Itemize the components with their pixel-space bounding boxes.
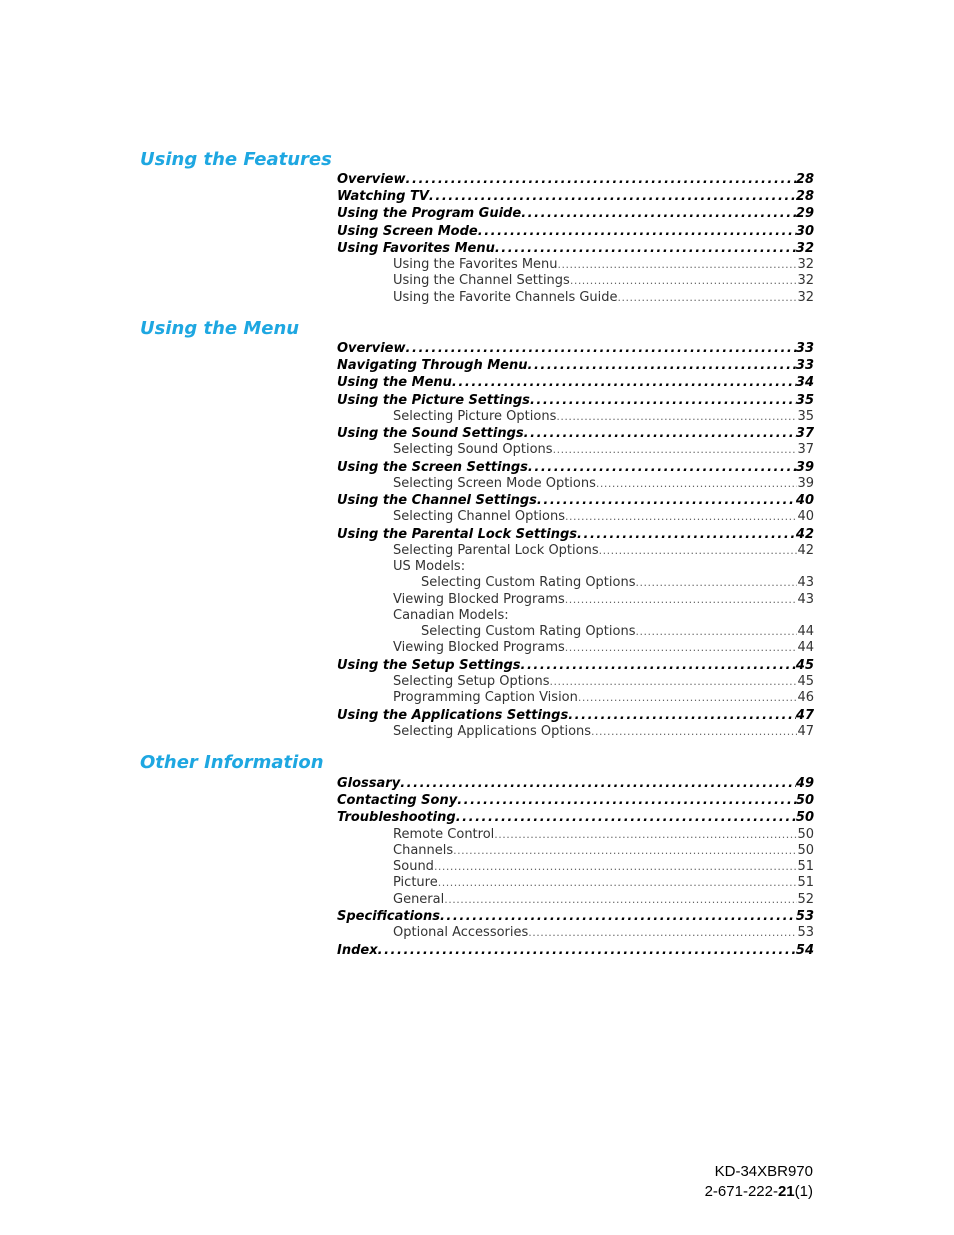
- toc-entry-label: Navigating Through Menu: [337, 358, 528, 374]
- toc-list-menu: [337, 340, 814, 740]
- toc-entry-label: Selecting Parental Lock Options: [393, 542, 599, 558]
- toc-entry-label: Using Screen Mode: [337, 223, 478, 239]
- toc-page-number: 42: [797, 542, 814, 558]
- toc-entry[interactable]: [337, 492, 814, 509]
- dot-leader: [599, 543, 798, 559]
- toc-page-number: 53: [795, 909, 814, 925]
- toc-page-number: 32: [797, 273, 814, 289]
- dot-leader: [456, 809, 796, 826]
- toc-entry-label: Selecting Channel Options: [393, 509, 566, 525]
- dot-leader: [438, 875, 798, 891]
- dot-leader: [378, 942, 796, 959]
- toc-subentry[interactable]: [337, 624, 814, 640]
- dot-leader: [478, 223, 796, 240]
- toc-entry[interactable]: [337, 707, 814, 724]
- toc-entry[interactable]: [337, 942, 814, 959]
- toc-entry-label: Using the Sound Settings: [337, 426, 524, 442]
- toc-entry-label: Selecting Sound Options: [393, 442, 553, 458]
- toc-list-features: [337, 171, 814, 306]
- toc-subentry[interactable]: [337, 724, 814, 740]
- toc-subentry[interactable]: [337, 859, 814, 875]
- toc-group-label: Canadian Models:: [393, 607, 509, 623]
- toc-subentry[interactable]: [337, 925, 814, 941]
- toc-page-number: 32: [795, 240, 814, 256]
- dot-leader: [457, 792, 796, 809]
- toc-subentry[interactable]: [337, 543, 814, 559]
- dot-leader: [530, 392, 796, 409]
- dot-leader: [556, 409, 797, 425]
- toc-page-number: 33: [795, 358, 814, 374]
- toc-page-number: 40: [797, 509, 814, 525]
- toc-entry-label: Contacting Sony: [337, 793, 458, 809]
- dot-leader: [565, 592, 798, 608]
- dot-leader: [568, 707, 796, 724]
- toc-entry-label: Index: [337, 942, 378, 958]
- toc-page-number: 43: [797, 575, 814, 591]
- toc-entry[interactable]: [337, 657, 814, 674]
- toc-page-number: 51: [797, 859, 814, 875]
- toc-entry-label: Sound: [393, 859, 434, 875]
- dot-leader: [558, 257, 798, 273]
- dot-leader: [528, 459, 796, 476]
- dot-leader: [406, 340, 796, 357]
- toc-entry-label: Selecting Applications Options: [393, 723, 592, 739]
- toc-entry-label: Selecting Custom Rating Options: [421, 575, 636, 591]
- toc-subentry[interactable]: [337, 509, 814, 525]
- toc-entry[interactable]: [337, 171, 814, 188]
- toc-subentry[interactable]: [337, 843, 814, 859]
- dot-leader: [591, 724, 797, 740]
- dot-leader: [495, 240, 796, 257]
- dot-leader: [618, 290, 798, 306]
- toc-entry-label: General: [393, 891, 445, 907]
- toc-page-number: 33: [795, 341, 814, 356]
- toc-entry[interactable]: [337, 908, 814, 925]
- toc-page-number: 40: [795, 493, 814, 509]
- toc-page-number: 47: [797, 723, 814, 739]
- toc-group-label: US Models:: [393, 558, 466, 574]
- toc-page-number: 49: [795, 776, 814, 791]
- toc-entry-label: Viewing Blocked Programs: [393, 640, 565, 656]
- toc-entry[interactable]: [337, 526, 814, 543]
- toc-entry-label: Using the Channel Settings: [337, 493, 537, 509]
- toc-subentry[interactable]: [337, 290, 814, 306]
- dot-leader: [635, 575, 797, 591]
- toc-entry-label: Using the Favorite Channels Guide: [393, 289, 618, 305]
- dot-leader: [537, 492, 796, 509]
- toc-page-number: 45: [795, 657, 814, 673]
- part-number: [705, 1182, 813, 1202]
- toc-entry[interactable]: [337, 205, 814, 222]
- toc-entry[interactable]: [337, 809, 814, 826]
- dot-leader: [549, 674, 797, 690]
- dot-leader: [565, 509, 797, 525]
- section-title-menu: Using the Menu: [140, 318, 300, 339]
- toc-entry[interactable]: [337, 188, 814, 205]
- toc-subentry[interactable]: [337, 690, 814, 706]
- toc-entry-label: Using the Program Guide: [337, 206, 522, 222]
- toc-page-number: 28: [795, 189, 814, 205]
- section-title-other: Other Information: [140, 752, 324, 773]
- toc-entry-label: Using Favorites Menu: [337, 240, 495, 256]
- toc-entry[interactable]: [337, 775, 814, 792]
- toc-page-number: 53: [797, 925, 814, 941]
- toc-page-number: 44: [797, 624, 814, 640]
- toc-subentry[interactable]: [337, 575, 814, 591]
- dot-leader: [444, 892, 797, 908]
- toc-list-other: [337, 775, 814, 959]
- toc-page-number: 39: [795, 459, 814, 475]
- toc-entry[interactable]: [337, 340, 814, 357]
- dot-leader: [434, 859, 798, 875]
- part-number-revision: 21: [777, 1183, 795, 1200]
- dot-leader: [565, 640, 798, 656]
- model-number: KD-34XBR970: [714, 1163, 813, 1180]
- toc-subentry[interactable]: [337, 592, 814, 608]
- toc-page-number: 44: [797, 640, 814, 656]
- dot-leader: [406, 171, 796, 188]
- toc-page-number: 50: [797, 842, 814, 858]
- toc-subentry[interactable]: [337, 640, 814, 656]
- dot-leader: [494, 827, 797, 843]
- toc-entry-label: Optional Accessories: [393, 925, 529, 941]
- toc-entry[interactable]: [337, 792, 814, 809]
- toc-page-number: 28: [795, 172, 814, 187]
- dot-leader: [528, 925, 797, 941]
- toc-subentry[interactable]: [337, 476, 814, 492]
- toc-entry-label: Channels: [393, 842, 454, 858]
- toc-subentry[interactable]: [337, 674, 814, 690]
- part-number-suffix: (1): [794, 1183, 813, 1200]
- toc-page-number: 30: [795, 223, 814, 239]
- toc-entry-label: Using the Applications Settings: [337, 707, 569, 723]
- toc-entry-label: Using the Picture Settings: [337, 392, 530, 408]
- toc-page-number: 50: [797, 826, 814, 842]
- toc-entry[interactable]: [337, 374, 814, 391]
- toc-entry-label: Programming Caption Vision: [393, 690, 578, 706]
- toc-entry-label: Selecting Custom Rating Options: [421, 624, 636, 640]
- dot-leader: [553, 442, 798, 458]
- toc-entry-label: Using the Parental Lock Settings: [337, 526, 578, 542]
- toc-entry[interactable]: [337, 459, 814, 476]
- part-number-prefix: 2-671-222-: [704, 1183, 778, 1200]
- toc-entry[interactable]: [337, 223, 814, 240]
- toc-entry-label: Remote Control: [393, 826, 495, 842]
- dot-leader: [452, 374, 796, 391]
- dot-leader: [521, 657, 796, 674]
- toc-page-number: 51: [797, 875, 814, 891]
- toc-subentry[interactable]: [337, 257, 814, 273]
- toc-entry-label: Using the Screen Settings: [337, 459, 528, 475]
- toc-page-number: 32: [797, 256, 814, 272]
- toc-entry-label: Using the Menu: [337, 375, 452, 391]
- toc-page-number: 39: [797, 475, 814, 491]
- toc-page-number: 50: [795, 793, 814, 809]
- toc-entry-label: Selecting Picture Options: [393, 408, 557, 424]
- dot-leader: [570, 273, 798, 289]
- dot-leader: [578, 690, 798, 706]
- toc-entry[interactable]: [337, 425, 814, 442]
- toc-entry-label: Glossary: [337, 776, 401, 791]
- toc-page-number: 50: [795, 810, 814, 826]
- dot-leader: [400, 775, 796, 792]
- toc-entry[interactable]: [337, 392, 814, 409]
- document-code-footer: [705, 1162, 813, 1202]
- dot-leader: [440, 908, 796, 925]
- toc-entry-label: Selecting Screen Mode Options: [393, 475, 596, 491]
- toc-entry-label: Troubleshooting: [337, 810, 456, 826]
- toc-entry-label: Using the Favorites Menu: [393, 256, 558, 272]
- toc-page-number: 35: [797, 408, 814, 424]
- toc-page-number: 47: [795, 707, 814, 723]
- toc-page-number: 54: [795, 942, 814, 958]
- dot-leader: [596, 476, 798, 492]
- toc-subentry[interactable]: [337, 442, 814, 458]
- toc-entry-label: Specifications: [337, 909, 440, 925]
- toc-page-number: 37: [797, 442, 814, 458]
- dot-leader: [528, 357, 796, 374]
- toc-entry-label: Viewing Blocked Programs: [393, 591, 565, 607]
- toc-page-number: 37: [795, 426, 814, 442]
- toc-entry-label: Using the Channel Settings: [393, 273, 570, 289]
- toc-subentry[interactable]: [337, 409, 814, 425]
- toc-page-number: 35: [795, 392, 814, 408]
- toc-subentry[interactable]: [337, 892, 814, 908]
- toc-page-number: 46: [797, 690, 814, 706]
- toc-page-number: 52: [797, 891, 814, 907]
- dot-leader: [577, 526, 796, 543]
- toc-subentry[interactable]: [337, 827, 814, 843]
- dot-leader: [635, 624, 797, 640]
- toc-entry[interactable]: [337, 357, 814, 374]
- dot-leader: [429, 188, 796, 205]
- dot-leader: [453, 843, 797, 859]
- dot-leader: [521, 205, 796, 222]
- toc-entry-label: Overview: [337, 341, 406, 356]
- dot-leader: [524, 425, 796, 442]
- toc-entry-label: Selecting Setup Options: [393, 673, 550, 689]
- toc-page-number: 34: [795, 375, 814, 391]
- section-title-features: Using the Features: [140, 149, 332, 170]
- toc-page-number: 43: [797, 591, 814, 607]
- toc-page-number: 45: [797, 673, 814, 689]
- toc-page-number: 42: [795, 526, 814, 542]
- toc-page-number: 32: [797, 289, 814, 305]
- toc-entry-label: Watching TV: [337, 189, 429, 205]
- toc-subentry[interactable]: [337, 875, 814, 891]
- toc-entry-label: Using the Setup Settings: [337, 657, 521, 673]
- toc-subentry[interactable]: [337, 273, 814, 289]
- toc-page-number: 29: [795, 206, 814, 222]
- toc-entry-label: Picture: [393, 875, 438, 891]
- toc-entry-label: Overview: [337, 172, 406, 187]
- toc-entry[interactable]: [337, 240, 814, 257]
